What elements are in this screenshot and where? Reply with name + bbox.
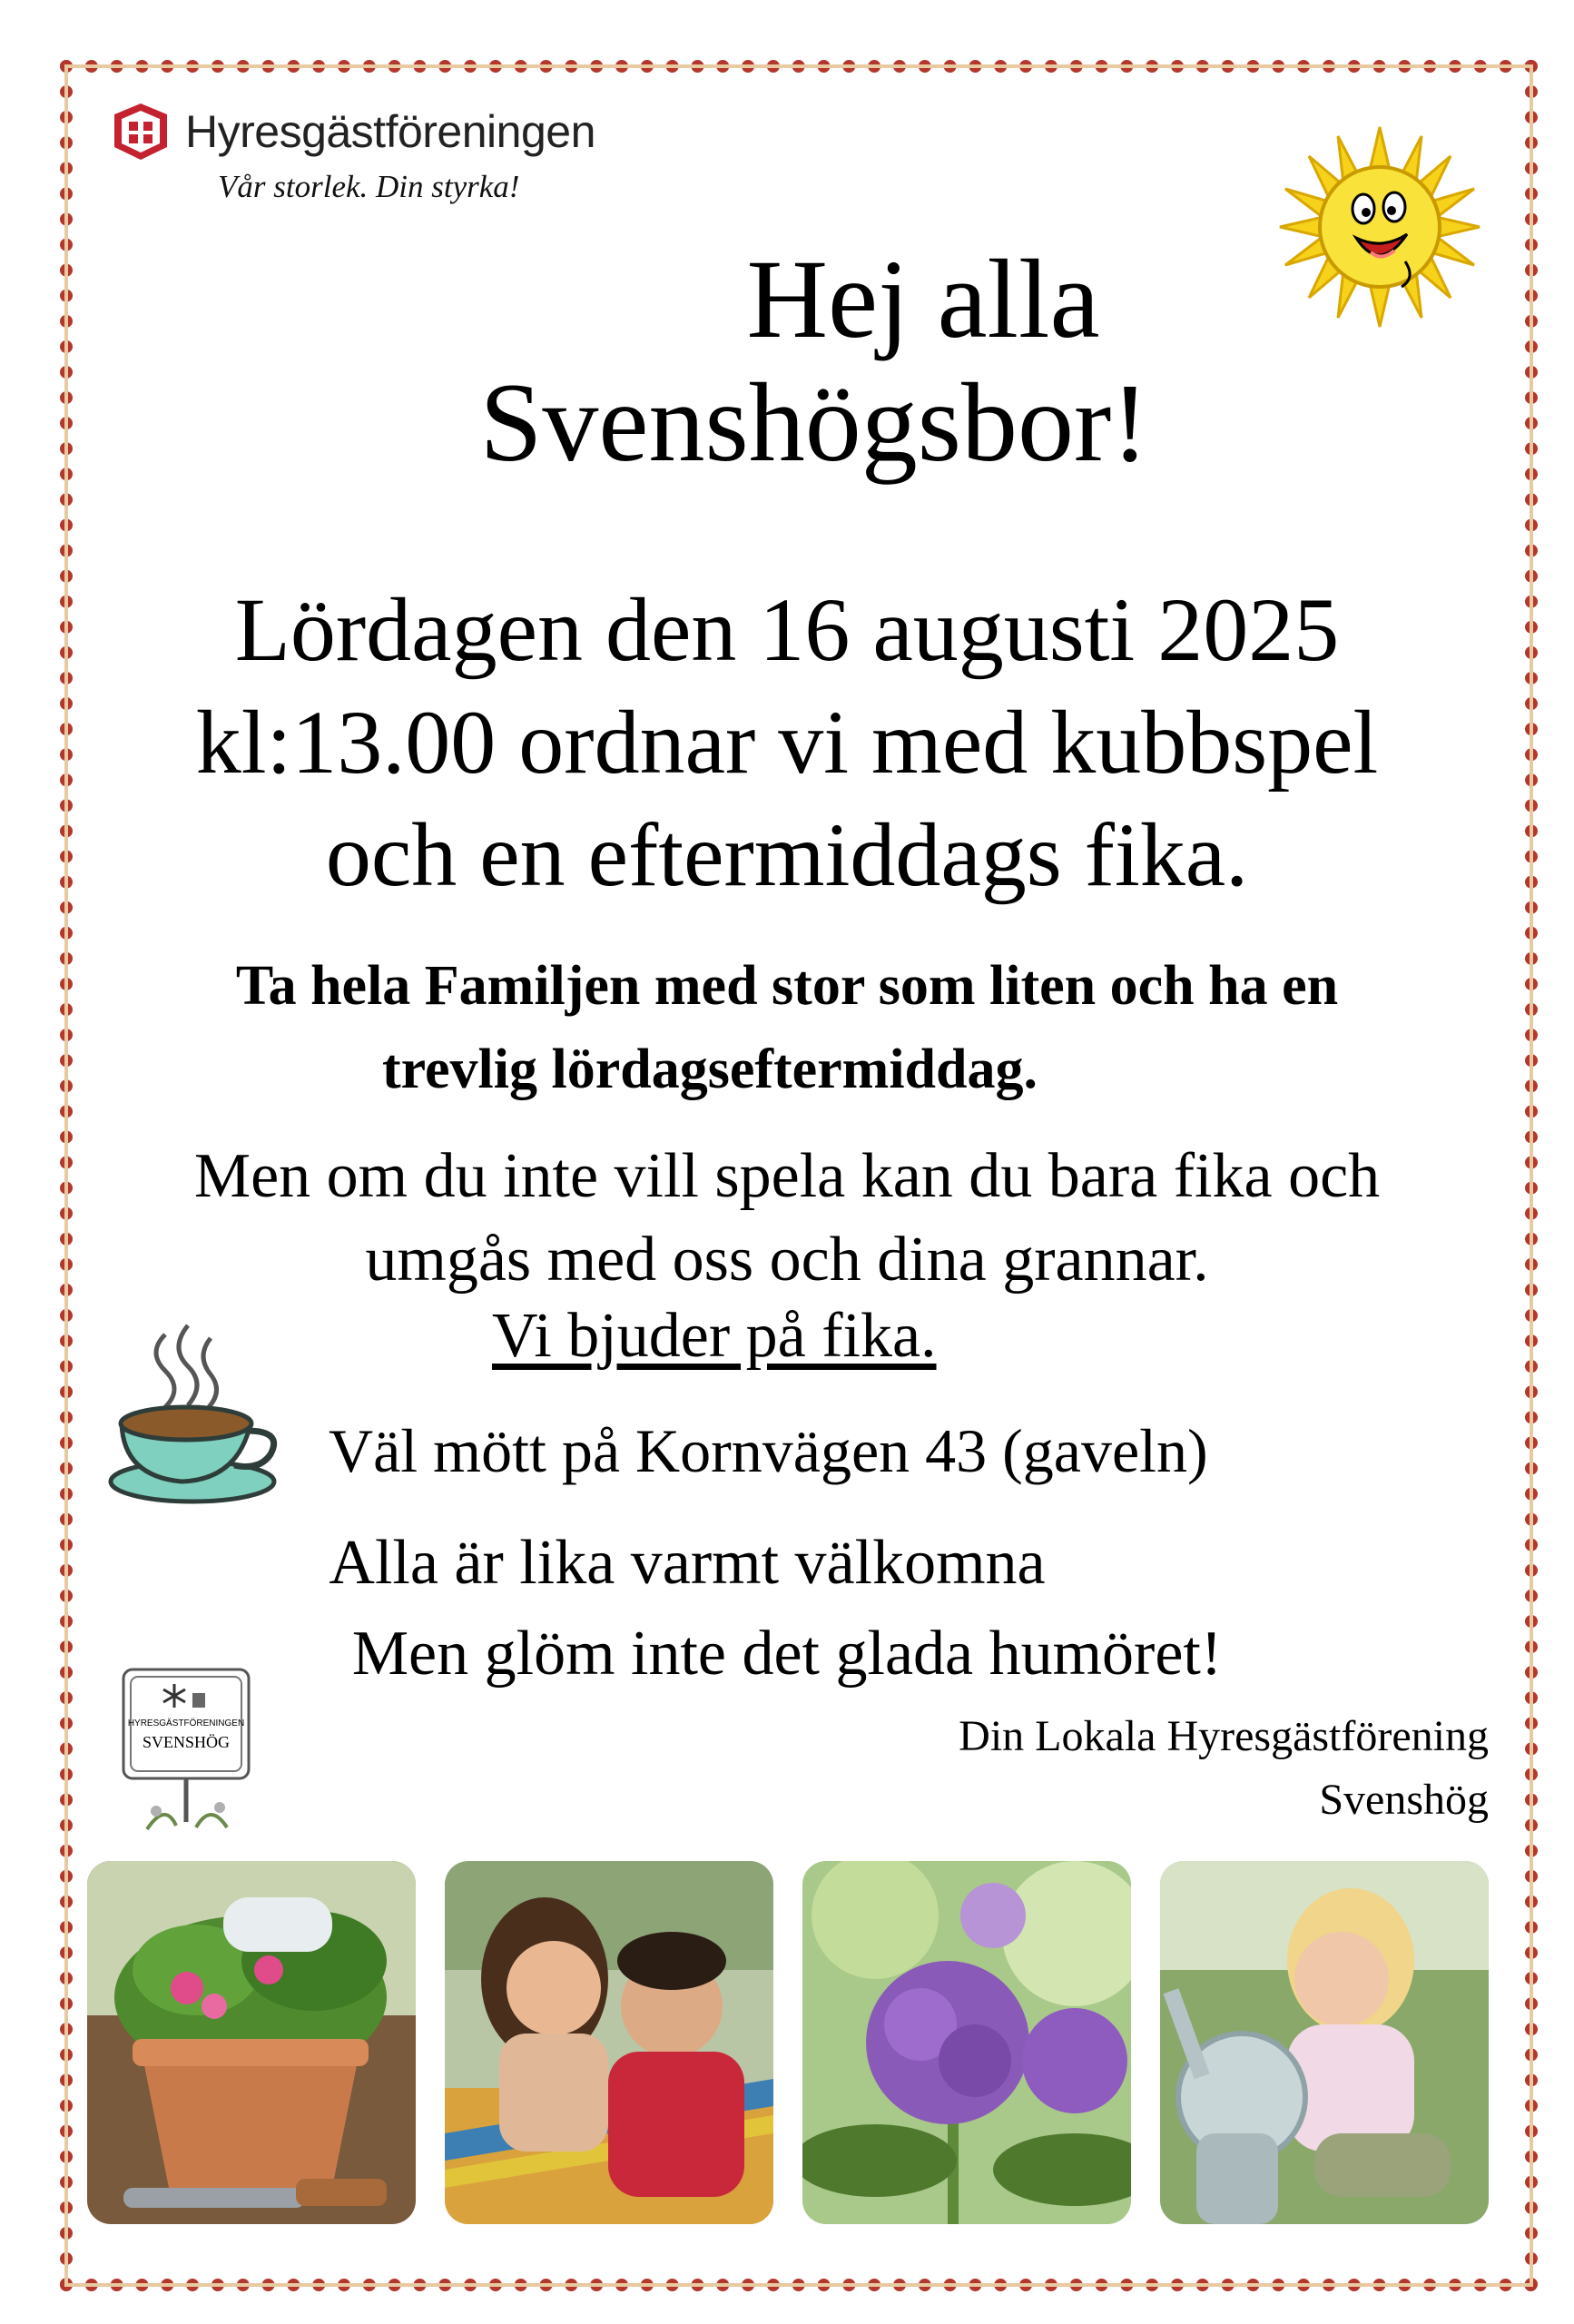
brand-logo [111, 102, 619, 211]
headline [0, 238, 1574, 485]
info-text [0, 1135, 1574, 1302]
event-line-2: kl:13.00 ordnar vi med kubbspel [195, 692, 1379, 793]
brand-logo-mark [111, 102, 171, 162]
headline-line-1: Hej alla [746, 237, 1100, 361]
family-text [0, 944, 1574, 1111]
signature-line-2: Svenshög [1319, 1776, 1489, 1824]
photo-children [445, 1861, 773, 2224]
photo-potted-plant [87, 1861, 416, 2224]
brand-tagline: Vår storlek. Din styrka! [218, 169, 520, 204]
signature-line-1: Din Lokala Hyresgästförening [959, 1712, 1489, 1760]
local-logo-top: HYRESGÄSTFÖRENINGEN [127, 1718, 245, 1728]
brand-name: Hyresgästföreningen [185, 106, 595, 157]
family-line-2: trevlig lördagseftermiddag. [381, 1039, 1038, 1100]
meeting-place: Väl mött på Kornvägen 43 (gaveln) [329, 1416, 1208, 1485]
event-line-3: och en eftermiddags fika. [325, 804, 1249, 905]
local-logo-bottom: SVENSHÖG [142, 1733, 231, 1751]
welcome-line-1: Alla är lika varmt välkomna [329, 1528, 1046, 1598]
info-line-2: umgås med oss och dina grannar. [365, 1225, 1209, 1295]
signature [959, 1705, 1489, 1832]
event-line-1: Lördagen den 16 augusti 2025 [234, 579, 1340, 680]
coffee-cup-icon [102, 1316, 283, 1507]
welcome-line-2: Men glöm inte det glada humöret! [351, 1619, 1223, 1689]
event-details [0, 574, 1574, 911]
fika-offer: Vi bjuder på fika. [492, 1301, 937, 1371]
local-association-logo [120, 1666, 252, 1838]
family-line-1: Ta hela Familjen med stor som liten och ha en [235, 955, 1339, 1017]
info-line-1: Men om du inte vill spela kan du bara fika och [193, 1141, 1381, 1211]
headline-line-2: Svenshögsbor! [479, 360, 1149, 485]
photo-girl-watering [1160, 1861, 1489, 2224]
photo-hydrangea [802, 1861, 1131, 2224]
photo-strip [87, 1861, 1490, 2224]
